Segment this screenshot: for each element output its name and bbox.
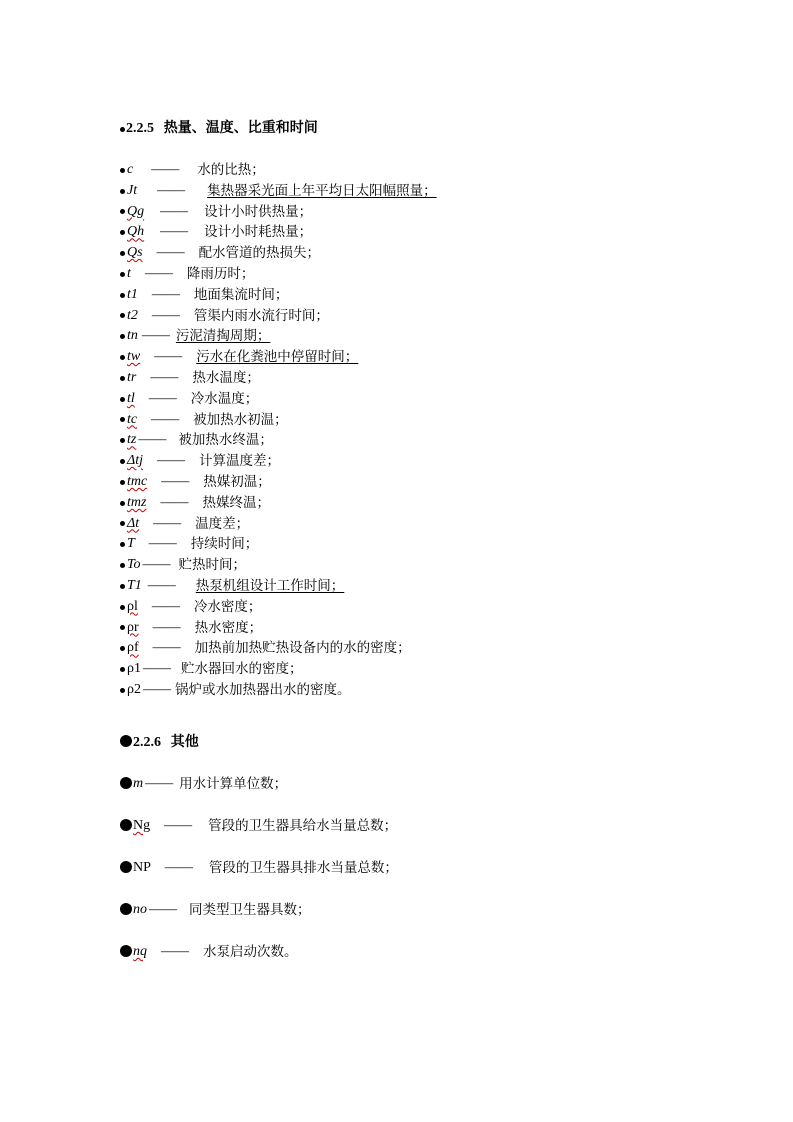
dash: —— xyxy=(152,640,181,656)
dash: —— xyxy=(151,162,180,177)
description: 热泵机组设计工作时间； xyxy=(195,577,345,594)
description: 管段的卫生器具给水当量总数； xyxy=(208,818,398,834)
symbol: tl xyxy=(127,390,135,406)
description: 设计小时供热量； xyxy=(204,203,313,220)
description: 管渠内雨水流行时间； xyxy=(193,307,329,324)
symbol: no xyxy=(133,902,147,917)
section-title: 热量、温度、比重和时间 xyxy=(163,120,318,136)
description: 配水管道的热损失； xyxy=(198,245,321,262)
list-item xyxy=(120,534,437,555)
list-item xyxy=(120,326,437,347)
dash: —— xyxy=(151,411,180,427)
dash: —— xyxy=(150,369,179,385)
description: 地面集流时间； xyxy=(193,286,289,303)
symbol: NP xyxy=(133,860,151,875)
list-item xyxy=(120,410,437,431)
list-item xyxy=(120,900,398,942)
description: 被加热水终温； xyxy=(178,432,273,449)
bullet xyxy=(120,646,125,651)
dash: —— xyxy=(160,494,189,510)
list-item xyxy=(120,368,437,389)
description: 贮水器回水的密度； xyxy=(181,661,303,678)
description: 同类型卫生器具数； xyxy=(189,902,311,918)
description: 热媒终温； xyxy=(202,494,270,511)
bullet xyxy=(120,272,125,277)
bullet xyxy=(120,376,125,381)
bullet xyxy=(120,355,125,360)
symbol: Qs xyxy=(127,245,143,261)
description: 冷水温度； xyxy=(190,390,259,407)
description: 被加热水初温； xyxy=(193,411,288,428)
bullet xyxy=(120,438,125,443)
bullet xyxy=(120,251,125,256)
bullet xyxy=(120,667,125,672)
dash: —— xyxy=(144,265,173,281)
bullet xyxy=(120,521,125,526)
bullet xyxy=(120,397,125,402)
bullet xyxy=(120,735,132,747)
bullet xyxy=(120,777,132,789)
bullet xyxy=(120,605,125,610)
list-item xyxy=(120,222,437,243)
symbol: t1 xyxy=(127,286,138,302)
symbol: Δt xyxy=(127,515,140,531)
dash: —— xyxy=(152,619,181,635)
list-item xyxy=(120,597,437,618)
dash: —— xyxy=(164,818,193,833)
bullet xyxy=(120,313,125,318)
symbol: m xyxy=(133,776,144,791)
description: 热媒初温； xyxy=(203,473,271,490)
section-heading-2-2-5 xyxy=(120,119,318,138)
description: 污泥清掏周期； xyxy=(175,328,271,345)
bullet xyxy=(120,459,125,464)
symbol: To xyxy=(127,557,141,573)
dash: —— xyxy=(164,860,193,875)
description: 冷水密度； xyxy=(193,598,262,615)
dash: —— xyxy=(147,577,176,593)
list-item xyxy=(120,942,398,984)
description: 热水密度； xyxy=(194,619,263,636)
bullet xyxy=(120,168,125,173)
dash: —— xyxy=(157,453,185,469)
bullet xyxy=(120,819,132,831)
list-item xyxy=(120,430,437,451)
section-heading-2-2-6 xyxy=(120,733,199,752)
dash: —— xyxy=(151,307,180,323)
list-item xyxy=(120,514,437,535)
bullet xyxy=(120,189,125,194)
bullet xyxy=(120,417,125,422)
list-item xyxy=(120,285,437,306)
dash: —— xyxy=(157,182,186,198)
description: 管段的卫生器具排水当量总数； xyxy=(208,860,398,876)
dash: —— xyxy=(143,661,171,677)
description: 贮热时间； xyxy=(178,557,247,574)
description: 热水温度； xyxy=(192,369,260,386)
symbol: t xyxy=(127,265,131,281)
list-item xyxy=(120,858,398,900)
dash: —— xyxy=(161,473,190,489)
bullet xyxy=(120,563,125,568)
dash: —— xyxy=(148,390,177,406)
bullet xyxy=(120,542,125,547)
bullet xyxy=(120,230,125,235)
symbol: Qh xyxy=(127,224,145,240)
list-item xyxy=(120,264,437,285)
bullet xyxy=(120,209,125,214)
bullet xyxy=(120,945,132,957)
symbol: ρf xyxy=(127,640,139,656)
bullet xyxy=(120,625,125,630)
description: 集热器采光面上年平均日太阳幅照量； xyxy=(207,182,437,199)
dash: —— xyxy=(145,776,174,791)
list-item xyxy=(120,659,437,680)
bullet xyxy=(120,584,125,589)
symbol: ρl xyxy=(127,598,138,614)
bullet xyxy=(120,501,125,506)
dash: —— xyxy=(161,944,189,959)
dash: —— xyxy=(154,349,183,365)
description: 温度差； xyxy=(195,515,250,532)
symbol: T1 xyxy=(127,577,142,593)
description: 降雨历时； xyxy=(186,265,255,282)
list-item xyxy=(120,493,437,514)
symbol: Δtj xyxy=(127,453,143,469)
symbol: tr xyxy=(127,369,137,385)
symbol: tmc xyxy=(127,473,148,489)
symbol: tmz xyxy=(127,494,147,510)
symbol: nq xyxy=(133,944,147,959)
bullet xyxy=(120,903,132,915)
bullet xyxy=(120,480,125,485)
dash: —— xyxy=(151,598,180,614)
description: 用水计算单位数； xyxy=(179,776,288,792)
symbol-list-2-2-6 xyxy=(120,774,398,984)
symbol: ρr xyxy=(127,619,139,635)
dash: —— xyxy=(138,432,167,448)
bullet xyxy=(120,334,125,339)
list-item xyxy=(120,816,398,858)
dash: —— xyxy=(153,515,182,531)
list-item xyxy=(120,306,437,327)
dash: —— xyxy=(151,286,180,302)
description: 锅炉或水加热器出水的密度。 xyxy=(175,681,351,698)
list-item xyxy=(120,618,437,639)
list-item xyxy=(120,774,398,816)
bullet xyxy=(120,688,125,693)
symbol: ρ2 xyxy=(127,681,141,697)
dash: —— xyxy=(148,536,177,552)
description: 设计小时耗热量； xyxy=(204,224,313,241)
dash: —— xyxy=(143,681,171,697)
symbol: tn xyxy=(127,328,138,344)
dash: —— xyxy=(160,203,189,219)
section-number: 2.2.6 xyxy=(133,735,161,750)
symbol: ρ1 xyxy=(127,661,141,677)
bullet xyxy=(120,127,125,132)
list-item xyxy=(120,347,437,368)
list-item xyxy=(120,160,437,181)
list-item xyxy=(120,243,437,264)
list-item xyxy=(120,555,437,576)
section-number: 2.2.5 xyxy=(126,121,154,136)
dash: —— xyxy=(156,245,185,261)
symbol: T xyxy=(127,536,135,552)
list-item xyxy=(120,576,437,597)
symbol: tc xyxy=(127,411,138,427)
dash: —— xyxy=(149,902,177,917)
description: 加热前加热贮热设备内的水的密度； xyxy=(194,640,411,657)
description: 水泵启动次数。 xyxy=(203,944,298,960)
bullet xyxy=(120,293,125,298)
description: 持续时间； xyxy=(190,536,259,553)
bullet xyxy=(120,861,132,873)
description: 水的比热； xyxy=(197,162,265,178)
list-item xyxy=(120,472,437,493)
list-item xyxy=(120,680,437,701)
symbol: c xyxy=(127,162,134,177)
list-item xyxy=(120,389,437,410)
list-item xyxy=(120,638,437,659)
symbol: Qg xyxy=(127,203,145,219)
symbol-list-2-2-5 xyxy=(120,160,437,701)
description: 计算温度差； xyxy=(199,453,280,470)
dash: —— xyxy=(142,557,171,573)
description: 污水在化粪池中停留时间； xyxy=(196,349,359,366)
symbol: tw xyxy=(127,349,141,365)
list-item xyxy=(120,181,437,202)
symbol: Ng xyxy=(133,818,151,833)
symbol: tz xyxy=(127,432,137,448)
list-item xyxy=(120,202,437,223)
dash: —— xyxy=(160,224,189,240)
list-item xyxy=(120,451,437,472)
section-title: 其他 xyxy=(170,734,199,750)
symbol: Jt xyxy=(127,182,138,198)
dash: —— xyxy=(141,328,170,344)
symbol: t2 xyxy=(127,307,138,323)
